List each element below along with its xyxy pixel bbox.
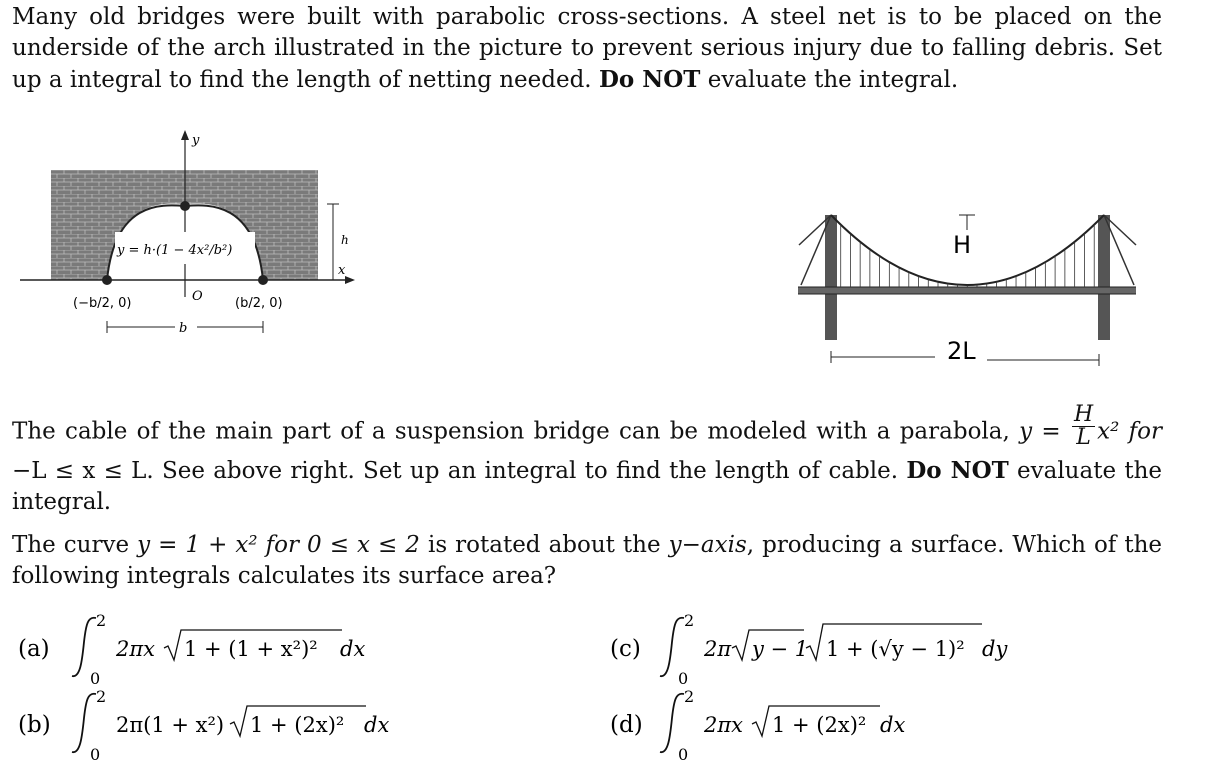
option-c-radicand-1: y − 1 (752, 637, 809, 661)
option-c-upper-limit: 2 (684, 612, 695, 630)
vertex-dot (180, 201, 190, 211)
problem-2-sentence-end: evaluate the integral. (12, 458, 1162, 515)
y-axis-arrow-icon (181, 130, 189, 140)
option-b[interactable] (18, 688, 578, 764)
option-a-upper-limit: 2 (96, 612, 107, 630)
option-c-label: (c) (610, 636, 641, 662)
problem-3-text (12, 530, 1162, 592)
problem-1-sentence-end: evaluate the integral. (700, 67, 959, 93)
option-a-radicand: 1 + (1 + x²)² (184, 637, 318, 661)
option-a[interactable] (18, 612, 578, 688)
option-b-label: (b) (18, 712, 51, 738)
right-tower (1098, 215, 1110, 340)
option-d[interactable] (610, 688, 1200, 764)
option-d-label: (d) (610, 712, 643, 738)
option-c-integrand: 2π (704, 637, 732, 661)
fraction-numerator: H (1073, 402, 1094, 427)
span-label: 2L (947, 337, 976, 365)
option-a-lower-limit: 0 (90, 669, 101, 688)
problem-2-emphasis: Do NOT (906, 457, 1009, 484)
suspension-bridge-figure (795, 205, 1140, 375)
bridge-deck (798, 287, 1136, 294)
problem-2-fraction (1072, 404, 1095, 449)
left-point-label: (−b/2, 0) (73, 296, 132, 311)
option-a-differential: dx (340, 637, 366, 661)
problem-3-equation: y = 1 + x² for 0 ≤ x ≤ 2 (137, 532, 420, 558)
problem-1-sentence: Many old bridges were built with parabolic cross-sections. A steel net is to be placed on the underside of the arch illustrated in the picture to prevent serious injury due to falling debris. Set up a integral to find the length of netting needed. (12, 4, 1162, 93)
option-b-formula (18, 688, 578, 764)
left-tower (825, 215, 837, 340)
option-a-integrand: 2πx (116, 637, 156, 661)
integral-sign-icon (660, 618, 684, 676)
integral-sign-icon (72, 694, 96, 752)
option-d-radicand: 1 + (2x)² (772, 713, 867, 737)
option-d-integrand: 2πx (704, 713, 744, 737)
cable-height-label: H (953, 231, 972, 259)
x-axis-label: x (338, 263, 346, 278)
problem-3-sentence-end: , producing a surface. Which of the following integrals calculates its surface area? (12, 532, 1163, 589)
option-c-lower-limit: 0 (678, 669, 689, 688)
width-label: b (179, 321, 188, 336)
right-point-dot (258, 275, 268, 285)
problem-2-eq-tail: x² for (1097, 418, 1162, 445)
integral-sign-icon (660, 694, 684, 752)
option-d-differential: dx (880, 713, 906, 737)
arch-equation: y = h·(1 − 4x²/b²) (117, 243, 233, 258)
problem-3-sentence-mid: is rotated about the (419, 532, 669, 558)
option-b-lower-limit: 0 (90, 745, 101, 764)
left-point-dot (102, 275, 112, 285)
y-axis-label: y (192, 133, 200, 148)
option-c-differential: dy (982, 637, 1008, 661)
origin-label: O (192, 289, 203, 304)
problem-2-sentence-2: −L ≤ x ≤ L. See above right. Set up an integral to find the length of cable. (12, 458, 907, 484)
problem-2-text (12, 402, 1162, 518)
option-c[interactable] (610, 612, 1200, 688)
problem-2-eq-y: y = (1019, 418, 1061, 445)
option-a-label: (a) (18, 636, 50, 662)
height-label: h (341, 233, 349, 247)
problem-2-sentence: The cable of the main part of a suspension bridge can be modeled with a parabola, (12, 418, 1010, 445)
problem-3-sentence: The curve (12, 532, 138, 558)
option-a-formula (18, 612, 578, 688)
option-b-upper-limit: 2 (96, 688, 107, 706)
problem-1-emphasis: Do NOT (598, 66, 701, 93)
option-b-integrand: 2π(1 + x²) (116, 713, 225, 737)
option-d-lower-limit: 0 (678, 745, 689, 764)
x-axis-arrow-icon (345, 276, 355, 284)
arch-bridge-figure (15, 122, 360, 352)
fraction-denominator: L (1076, 425, 1091, 450)
right-point-label: (b/2, 0) (235, 296, 283, 311)
option-c-radicand-2: 1 + (√y − 1)² (826, 637, 965, 661)
option-d-upper-limit: 2 (684, 688, 695, 706)
integral-sign-icon (72, 618, 96, 676)
problem-3-axis: y−axis (668, 532, 747, 558)
option-b-radicand: 1 + (2x)² (250, 713, 345, 737)
problem-1-text (12, 2, 1162, 96)
option-c-formula (610, 612, 1200, 688)
option-b-differential: dx (364, 713, 390, 737)
option-d-formula (610, 688, 1200, 764)
